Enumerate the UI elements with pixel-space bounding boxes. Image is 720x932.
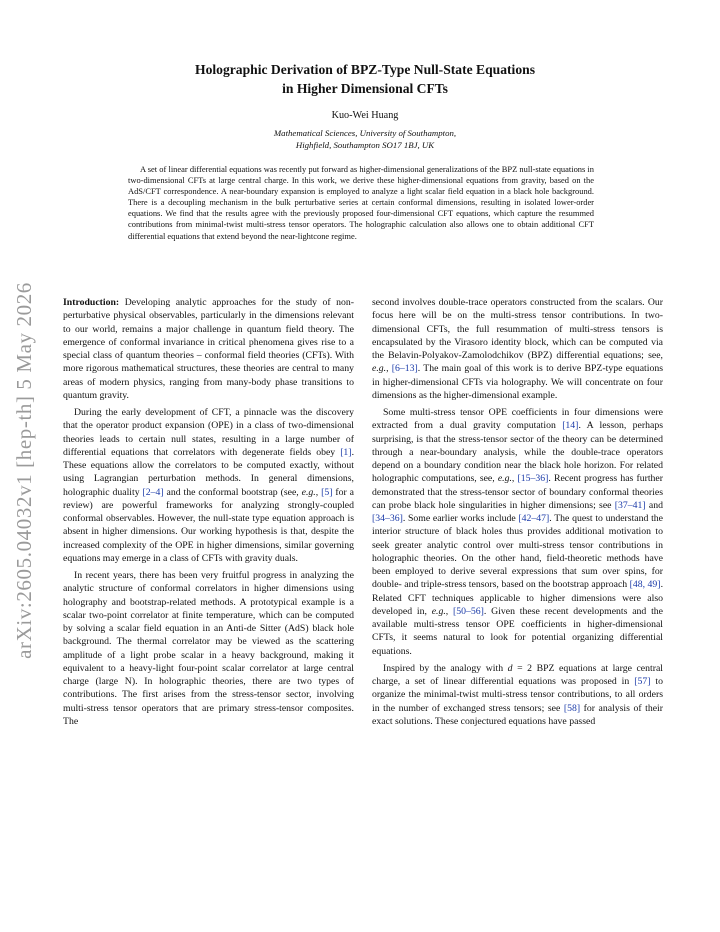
title-line-2: in Higher Dimensional CFTs	[282, 81, 448, 96]
citation-link[interactable]: [5]	[321, 486, 333, 498]
body-text: . Related CFT techniques applicable to higher dimensions were also developed in,	[372, 579, 663, 617]
right-paragraph-1	[372, 296, 663, 402]
emphasis-text: e.g.	[301, 486, 316, 498]
citation-link[interactable]: [37–41]	[614, 499, 646, 511]
intro-paragraph-3: In recent years, there has been very fruitful progress in analyzing the analytic structure of conformal correlators in higher dimensions using holography and bootstrap-related methods. A prototypical example is a scalar two-point correlator at finite temperature, which can be computed by solving a scalar field equation in an Anti-de Sitter (AdS) black hole background. The thermal correlator may be viewed as the scattering amplitude of a light probe scalar in a heavy background, making it equivalent to a heavy-light four-point scalar correlator at large central charge (large N). In holographic theories, there are two types of contributions. The first arises from the stress-tensor sector, involving multi-stress tensor operators that are primary stress-tensor composites. The	[63, 570, 354, 727]
citation-link[interactable]: [15–36]	[517, 473, 549, 485]
body-text: to organize the minimal-twist multi-stress tensor contributions, to all orders in the number of exchanged stress tensors; see	[372, 676, 663, 714]
body-text: . These equations allow the correlators to be computed exactly, without using Lagrangian perturbation methods. In general dimensions, holographic duality	[63, 446, 354, 498]
citation-link[interactable]: [50–56]	[453, 605, 484, 617]
citation-link[interactable]: [14]	[562, 420, 579, 432]
emphasis-text: e.g.	[431, 605, 446, 617]
body-text: for analysis of their exact solutions. These conjectured equations have passed	[372, 702, 663, 727]
citation-link[interactable]: [58]	[563, 702, 581, 714]
body-text: . A lesson, perhaps surprising, is that the stress-tensor sector of the theory can be determined through a near-boundary analysis, while the double-trace operators depend on a boundary condition near the black hole horizon. For related holographic computations, see,	[372, 420, 663, 485]
body-text: ,	[315, 486, 322, 498]
citation-link[interactable]: [34–36]	[372, 513, 403, 524]
emphasis-text: e.g.	[497, 473, 512, 485]
emphasis-text: d	[507, 662, 513, 674]
arxiv-identifier: arXiv:2605.04032v1 [hep-th] 5 May 2026	[11, 281, 36, 659]
body-text: ,	[511, 473, 518, 485]
paper-title	[130, 60, 600, 98]
citation-link[interactable]: [57]	[634, 676, 651, 687]
right-column	[372, 296, 663, 732]
body-text: Some multi-stress tensor OPE coefficients in four dimensions were extracted from a dual gravity computation	[372, 407, 663, 432]
citation-link[interactable]: [42–47]	[518, 513, 550, 524]
left-column	[63, 296, 354, 732]
emphasis-text: e.g.	[372, 363, 387, 375]
body-text: and	[645, 499, 664, 511]
affiliation-line-2: Highfield, Southampton SO17 1BJ, UK	[295, 140, 435, 150]
body-text: second involves double-trace operators constructed from the scalars. Our focus here will be on the multi-stress tensor contributions. In two-dimensional CFTs, the full resummation of multi-stress tensors is encapsulated by the Virasoro identity block, which can be computed via the Belavin-Polyakov-Zamolodchikov (BPZ) differential equations; see,	[372, 297, 663, 361]
body-text: ,	[445, 605, 454, 617]
body-text: . Some earlier works include	[402, 513, 519, 524]
intro-paragraph-1-text: Developing analytic approaches for the study of non-perturbative physical observables, particularly in the dimensions relevant to our world, remains a major challenge in quantum field theory. The emergence of conformal invariance in critical phenomena gives rise to a special class of quantum theories – conformal field theories (CFTs). With more rigorous mathematical structures, these theories are central to many areas of modern physics, ranging from many-body phase transitions to quantum gravity.	[63, 297, 354, 401]
citation-link[interactable]: [48, 49]	[629, 579, 661, 591]
body-text: = 2 BPZ equations at large central charge, a set of linear differential equations was proposed in	[372, 662, 663, 687]
body-text: . Recent progress has further demonstrated that the stress-tensor sector of boundary conformal theories can probe black hole singularities in higher dimensions; see	[372, 473, 663, 511]
intro-paragraph-2	[63, 406, 354, 565]
body-text: Inspired by the analogy with	[383, 662, 508, 674]
affiliation	[130, 127, 600, 151]
citation-link[interactable]: [6–13]	[391, 363, 418, 375]
abstract: A set of linear differential equations was recently put forward as higher-dimensional generalizations of the BPZ null-state equations in two-dimensional CFTs at large central charge. In this work, we derive these higher-dimensional equations from gravity, based on the AdS/CFT correspondence. A near-boundary expansion is employed to analyze a light scalar field equation in a black hole background. There is a decoupling mechanism in the bulk perturbative series at certain conformal dimensions, resulting in isolated lower-order equations. We find that the results agree with the previously proposed four-dimensional CFT equations, which capture the resummed contributions from minimal-twist multi-stress tensor operators. The holographic calculation also allows one to obtain additional CFT differential equations that extend beyond the near-lightcone regime.	[128, 164, 594, 241]
title-line-1: Holographic Derivation of BPZ-Type Null-State Equations	[195, 62, 535, 77]
arxiv-side-stamp	[10, 210, 38, 730]
intro-paragraph-1	[63, 296, 354, 402]
body-text: During the early development of CFT, a pinnacle was the discovery that the operator product expansion (OPE) in a class of two-dimensional theories leads to certain null states, resulting in a large number of differential equations that correlators with degenerate fields obey	[63, 407, 354, 458]
right-paragraph-3	[372, 662, 663, 728]
body-text: and the conformal bootstrap (see,	[163, 486, 302, 498]
citation-link[interactable]: [2–4]	[142, 486, 164, 498]
body-text: ,	[386, 363, 392, 375]
body-text: for a review) are powerful frameworks for analyzing strongly-coupled conformal observables. However, the null-state type equation approach is absent in higher dimensions. Our working hypothesis is that, despite the increased complexity of the OPE in higher dimensions, similar governing equations may emerge in a class of CFTs with gravity duals.	[63, 486, 354, 564]
affiliation-line-1: Mathematical Sciences, University of Southampton,	[273, 128, 457, 138]
body-text: . The main goal of this work is to derive BPZ-type equations in higher-dimensional CFTs via holography. We will concentrate on four dimensions as the higher-dimensional example.	[372, 363, 663, 401]
author-name: Kuo-Wei Huang	[331, 110, 399, 121]
body-text: . Given these recent developments and the available multi-stress tensor OPE coefficients in higher-dimensional CFTs, it seems natural to look for potential organizing differential equations.	[372, 605, 663, 657]
introduction-heading: Introduction:	[63, 297, 120, 308]
right-paragraph-2	[372, 406, 663, 658]
citation-link[interactable]: [1]	[340, 446, 352, 458]
body-text: . The quest to understand the interior structure of black holes thus provides additional motivation to seek greater analytic control over multi-stress tensor contributions in holographic theories. On the other hand, field-theoretic methods have been employed to derive several expressions that sum over spins, for double- and triple-stress tensors, based on the bootstrap approach	[372, 513, 663, 591]
